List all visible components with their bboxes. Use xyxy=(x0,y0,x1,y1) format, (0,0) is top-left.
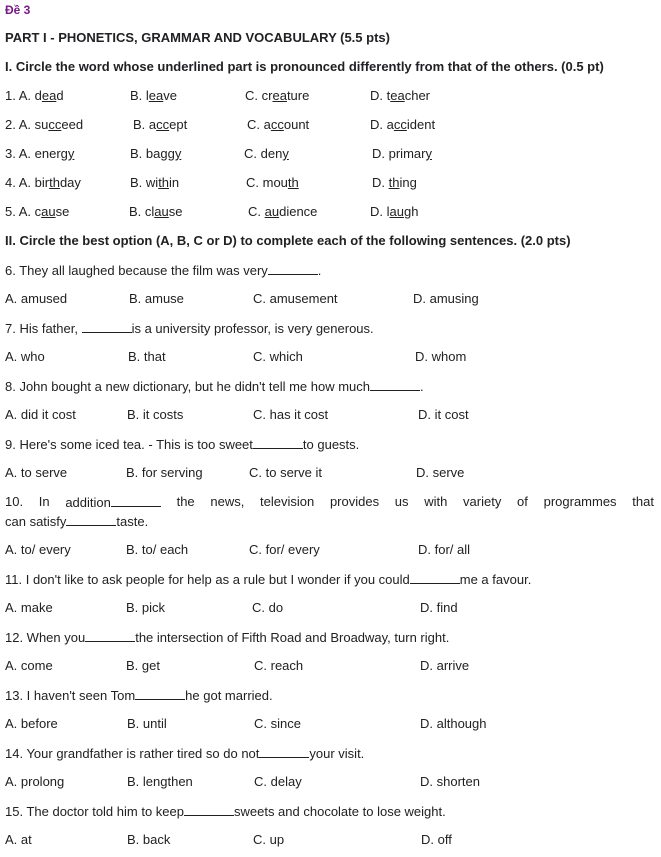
q9-option-c[interactable]: C. to serve it xyxy=(249,465,322,480)
stem-text: 7. His father, xyxy=(5,321,82,336)
option-label: C. xyxy=(245,88,262,103)
stem-text: can satisfy xyxy=(5,514,67,529)
phonetics-q2-option-c[interactable] xyxy=(247,117,309,133)
question-stem xyxy=(5,436,359,453)
q7-option-d[interactable]: D. whom xyxy=(415,349,467,364)
word-part: ture xyxy=(286,88,310,103)
q15-option-b[interactable]: B. back xyxy=(127,832,171,847)
answer-blank xyxy=(370,378,420,391)
underlined-part: y xyxy=(425,146,432,161)
phonetics-q1-option-b[interactable] xyxy=(130,88,177,104)
stem-text: the intersection of Fifth Road and Broadway, turn right. xyxy=(135,630,450,645)
q10-option-b[interactable]: B. to/ each xyxy=(126,542,189,557)
stem-word: In xyxy=(38,494,50,509)
q12-option-a[interactable]: A. come xyxy=(5,658,53,673)
phonetics-q3-option-d[interactable] xyxy=(372,146,432,162)
q14-option-b[interactable]: B. lengthen xyxy=(127,774,193,789)
underlined-part: ea xyxy=(390,88,405,103)
question-stem xyxy=(5,378,424,395)
phonetics-q1-option-c[interactable] xyxy=(245,88,309,104)
stem-word: programmes xyxy=(543,494,617,509)
underlined-part: cc xyxy=(270,117,284,132)
underlined-part: y xyxy=(282,146,289,161)
option-label: C. xyxy=(247,117,264,132)
q12-option-d[interactable]: D. arrive xyxy=(420,658,470,673)
question-stem xyxy=(5,262,321,279)
word-part: day xyxy=(59,175,81,190)
stem-text: 9. Here's some iced tea. - This is too sweet xyxy=(5,437,253,452)
stem-text: 8. John bought a new dictionary, but he didn't tell me how much xyxy=(5,379,371,394)
word-part: l xyxy=(145,88,149,103)
q8-option-d[interactable]: D. it cost xyxy=(418,407,469,422)
option-label: D. xyxy=(370,88,387,103)
word-part: d xyxy=(34,88,42,103)
question-stem xyxy=(5,687,273,704)
question-stem xyxy=(5,629,449,646)
stem-text: sweets and chocolate to lose weight. xyxy=(233,804,446,819)
q6-option-a[interactable]: A. amused xyxy=(5,291,68,306)
option-label: B. xyxy=(133,117,149,132)
stem-word: news, xyxy=(210,494,245,509)
stem-text: 6. They all laughed because the film was very xyxy=(5,263,268,278)
exam-label: Đề 3 xyxy=(5,3,31,17)
phonetics-q3-option-b[interactable] xyxy=(130,146,181,162)
phonetics-q3-option-c[interactable] xyxy=(244,146,289,162)
underlined-part: ea xyxy=(41,88,57,103)
option-label: B. xyxy=(130,175,146,190)
answer-blank xyxy=(85,629,135,642)
phonetics-q4-option-d[interactable] xyxy=(372,175,417,191)
q8-option-a[interactable]: A. did it cost xyxy=(5,407,76,422)
word-part: se xyxy=(55,204,70,219)
q11-option-b[interactable]: B. pick xyxy=(126,600,166,615)
word-part: d xyxy=(56,88,64,103)
phonetics-q5-option-d[interactable] xyxy=(370,204,418,220)
underlined-part: y xyxy=(174,146,182,161)
underlined-part: th xyxy=(388,175,400,190)
underlined-part: th xyxy=(287,175,299,190)
q8-option-b[interactable]: B. it costs xyxy=(127,407,184,422)
answer-blank xyxy=(66,513,116,526)
phonetics-q2-option-b[interactable] xyxy=(133,117,187,133)
option-label: 5. A. xyxy=(5,204,35,219)
option-label: 4. A. xyxy=(5,175,35,190)
word-part: t xyxy=(386,88,391,103)
question-stem xyxy=(5,320,374,337)
word-part: energ xyxy=(34,146,68,161)
question-stem-continued xyxy=(5,513,148,530)
q6-option-b[interactable]: B. amuse xyxy=(129,291,184,306)
q9-option-d[interactable]: D. serve xyxy=(416,465,465,480)
option-label: 2. A. xyxy=(5,117,35,132)
stem-text: 12. When you xyxy=(5,630,86,645)
answer-blank xyxy=(259,745,309,758)
word-part: cl xyxy=(144,204,155,219)
stem-text: taste. xyxy=(116,514,149,529)
stem-text: 14. Your grandfather is rather tired so do not xyxy=(5,746,260,761)
stem-text: your visit. xyxy=(309,746,365,761)
phonetics-q5-option-a[interactable] xyxy=(5,204,69,220)
answer-blank xyxy=(410,571,460,584)
underlined-part: cc xyxy=(48,117,62,132)
q8-option-c[interactable]: C. has it cost xyxy=(253,407,329,422)
stem-text: 15. The doctor told him to keep xyxy=(5,804,184,819)
option-label: B. xyxy=(129,204,145,219)
stem-word: 10. xyxy=(5,494,24,509)
stem-text: 11. I don't like to ask people for help as a rule but I wonder if you could xyxy=(5,572,410,587)
phonetics-q4-option-c[interactable] xyxy=(246,175,299,191)
underlined-part: au xyxy=(264,204,280,219)
stem-text: he got married. xyxy=(185,688,273,703)
question-stem xyxy=(5,745,364,762)
word-part: a xyxy=(263,117,271,132)
section-1-title: I. Circle the word whose underlined part is pronounced differently from that of the others. (0.5 pt) xyxy=(5,59,604,74)
stem-word-with-blank xyxy=(65,494,161,511)
stem-word: that xyxy=(632,494,654,509)
underlined-part: au xyxy=(389,204,404,219)
word-part: gh xyxy=(403,204,419,219)
phonetics-q3-option-a[interactable] xyxy=(5,146,74,162)
stem-text: 13. I haven't seen Tom xyxy=(5,688,136,703)
question-stem xyxy=(5,494,654,511)
question-stem xyxy=(5,803,446,820)
word-part: eed xyxy=(61,117,84,132)
stem-text: to guests. xyxy=(302,437,360,452)
underlined-part: au xyxy=(154,204,169,219)
underlined-part: th xyxy=(49,175,60,190)
option-label: D. xyxy=(370,117,387,132)
option-label: D. xyxy=(372,146,389,161)
phonetics-q5-option-c[interactable] xyxy=(248,204,317,220)
stem-word: variety xyxy=(463,494,502,509)
option-label: B. xyxy=(130,146,146,161)
phonetics-q1-option-d[interactable] xyxy=(370,88,430,104)
q9-option-a[interactable]: A. to serve xyxy=(5,465,68,480)
q12-option-b[interactable]: B. get xyxy=(126,658,160,673)
answer-blank xyxy=(111,494,161,507)
word-part: cher xyxy=(404,88,431,103)
q14-option-a[interactable]: A. prolong xyxy=(5,774,65,789)
option-label: D. xyxy=(370,204,387,219)
q13-option-a[interactable]: A. before xyxy=(5,716,58,731)
q6-option-d[interactable]: D. amusing xyxy=(413,291,479,306)
word-part: mou xyxy=(262,175,288,190)
q10-option-a[interactable]: A. to/ every xyxy=(5,542,71,557)
q13-option-b[interactable]: B. until xyxy=(127,716,167,731)
section-2-title: II. Circle the best option (A, B, C or D) to complete each of the following sentences. (2.0 pts) xyxy=(5,233,571,248)
word-part: dience xyxy=(279,204,318,219)
q7-option-b[interactable]: B. that xyxy=(128,349,166,364)
stem-text: . xyxy=(420,379,424,394)
stem-text: me a favour. xyxy=(459,572,532,587)
word-part: cr xyxy=(261,88,273,103)
q13-option-d[interactable]: D. although xyxy=(420,716,487,731)
option-label: B. xyxy=(130,88,146,103)
stem-text: is a university professor, is very generous. xyxy=(131,321,374,336)
underlined-part: cc xyxy=(393,117,407,132)
word-part: ve xyxy=(163,88,177,103)
word-part: in xyxy=(169,175,180,190)
word-part: ing xyxy=(399,175,417,190)
option-label: 3. A. xyxy=(5,146,35,161)
word-part: se xyxy=(168,204,183,219)
underlined-part: au xyxy=(41,204,56,219)
word-part: c xyxy=(34,204,42,219)
stem-word: of xyxy=(517,494,528,509)
answer-blank xyxy=(82,320,132,333)
stem-word: the xyxy=(176,494,195,509)
word-part: a xyxy=(386,117,394,132)
word-part: ident xyxy=(406,117,436,132)
word-part: wi xyxy=(145,175,159,190)
word-part: ount xyxy=(283,117,310,132)
part-title: PART I - PHONETICS, GRAMMAR AND VOCABULARY (5.5 pts) xyxy=(5,30,390,45)
phonetics-q4-option-b[interactable] xyxy=(130,175,179,191)
option-label: C. xyxy=(248,204,265,219)
question-stem xyxy=(5,571,531,588)
phonetics-q1-option-a[interactable] xyxy=(5,88,64,104)
word-part: a xyxy=(148,117,157,132)
option-label: D. xyxy=(372,175,389,190)
q9-option-b[interactable]: B. for serving xyxy=(126,465,203,480)
stem-word: provides xyxy=(329,494,380,509)
word-part: su xyxy=(34,117,49,132)
q15-option-c[interactable]: C. up xyxy=(253,832,285,847)
stem-word: addition xyxy=(65,495,111,510)
word-part: den xyxy=(260,146,283,161)
q15-option-d[interactable]: D. off xyxy=(421,832,452,847)
q6-option-c[interactable]: C. amusement xyxy=(253,291,338,306)
q14-option-d[interactable]: D. shorten xyxy=(420,774,480,789)
underlined-part: ea xyxy=(148,88,164,103)
phonetics-q5-option-b[interactable] xyxy=(129,204,183,220)
q13-option-c[interactable]: C. since xyxy=(254,716,301,731)
answer-blank xyxy=(135,687,185,700)
underlined-part: ea xyxy=(272,88,287,103)
option-label: C. xyxy=(246,175,263,190)
word-part: primar xyxy=(388,146,426,161)
q11-option-d[interactable]: D. find xyxy=(420,600,458,615)
phonetics-q2-option-a[interactable] xyxy=(5,117,83,133)
q14-option-c[interactable]: C. delay xyxy=(254,774,302,789)
phonetics-q2-option-d[interactable] xyxy=(370,117,435,133)
word-part: bagg xyxy=(145,146,175,161)
q10-option-c[interactable]: C. for/ every xyxy=(249,542,320,557)
underlined-part: th xyxy=(158,175,170,190)
stem-word: television xyxy=(260,494,315,509)
underlined-part: cc xyxy=(156,117,170,132)
stem-word: us xyxy=(394,494,409,509)
q12-option-c[interactable]: C. reach xyxy=(254,658,304,673)
q7-option-a[interactable]: A. who xyxy=(5,349,45,364)
q10-option-d[interactable]: D. for/ all xyxy=(418,542,471,557)
answer-blank xyxy=(184,803,234,816)
answer-blank xyxy=(268,262,318,275)
phonetics-q4-option-a[interactable] xyxy=(5,175,81,191)
option-label: C. xyxy=(244,146,261,161)
stem-word: with xyxy=(424,494,448,509)
word-part: ept xyxy=(169,117,188,132)
underlined-part: y xyxy=(67,146,75,161)
q11-option-c[interactable]: C. do xyxy=(252,600,284,615)
q7-option-c[interactable]: C. which xyxy=(253,349,303,364)
q11-option-a[interactable]: A. make xyxy=(5,600,53,615)
q15-option-a[interactable]: A. at xyxy=(5,832,32,847)
option-label: 1. A. xyxy=(5,88,35,103)
answer-blank xyxy=(253,436,303,449)
stem-text: . xyxy=(317,263,322,278)
word-part: bir xyxy=(34,175,50,190)
word-part: l xyxy=(386,204,390,219)
